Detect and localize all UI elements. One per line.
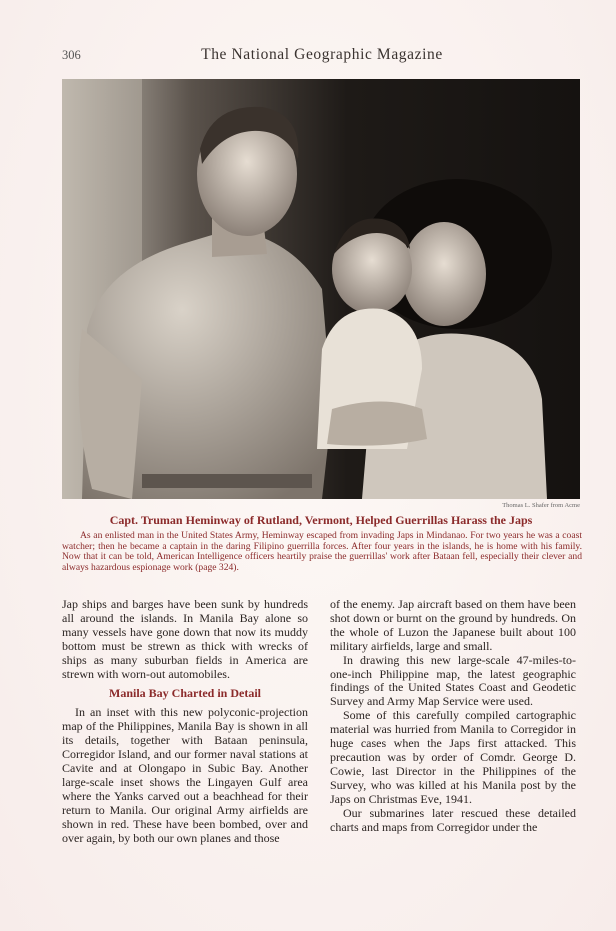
photograph — [62, 79, 580, 499]
page-number: 306 — [62, 48, 81, 62]
article-column-right — [330, 598, 576, 834]
caption-body: As an enlisted man in the United States Army, Heminway escaped from invading Japs in Mindanao. For two years he was a coast watcher; then he became a captain in the daring Filipino guerrilla forces. After four years in the islands, he is home with his family. Now that it can be told, American Intelligence officers heartily praise the guerrillas' work after Bataan fell, especially their clever and always hazardous espionage work (page 324). — [62, 530, 582, 573]
caption-title: Capt. Truman Heminway of Rutland, Vermont, Helped Guerrillas Harass the Japs — [109, 513, 533, 527]
article-paragraph: Some of this carefully compiled cartographic material was hurried from Manila to Corregidor in huge cases when the Japs first attacked. This precaution was by order of Comdr. George D. Cowie, last Director in the Philippines of the Survey, who was killed at his Manila post by the Japs on Christmas Eve, 1941. — [330, 708, 576, 806]
article-paragraph: Jap ships and barges have been sunk by hundreds all around the islands. In Manila Bay alone so many vessels have gone down that now its muddy bottom must be strewn as thick with wrecks of ships as many suburban fields in America are strewn with worn-out automobiles. — [62, 597, 308, 681]
running-head — [62, 46, 582, 66]
article-paragraph: Our submarines later rescued these detailed charts and maps from Corregidor under the — [330, 805, 576, 834]
article-paragraph: In an inset with this new polyconic-projection map of the Philippines, Manila Bay is shown in all its details, together with Bataan peninsula, Corregidor Island, and our former naval stations at Cavite and at Olongapo in Subic Bay. Another large-scale inset shows the Lingayen Gulf area where the Yanks carved out a beachhead for their return to Manila. Our original Army airfields are shown in red. These have been bombed, over and over again, by both our own planes and those — [62, 705, 308, 845]
article-column-left — [62, 598, 308, 845]
magazine-title: The National Geographic Magazine — [201, 46, 443, 63]
family-portrait-image — [62, 79, 580, 499]
section-subheading: Manila Bay Charted in Detail — [109, 686, 261, 701]
article-paragraph: In drawing this new large-scale 47-miles-to-one-inch Philippine map, the latest geographic findings of the United States Coast and Geodetic Survey and Army Map Service were used. — [330, 652, 576, 709]
photo-credit: Thomas L. Shafer from Acme — [502, 502, 580, 509]
article-paragraph: of the enemy. Jap aircraft based on them have been shot down or burnt on the ground by hundreds. On the whole of Luzon the Japanese built about 100 military airfields, large and small. — [330, 597, 576, 653]
